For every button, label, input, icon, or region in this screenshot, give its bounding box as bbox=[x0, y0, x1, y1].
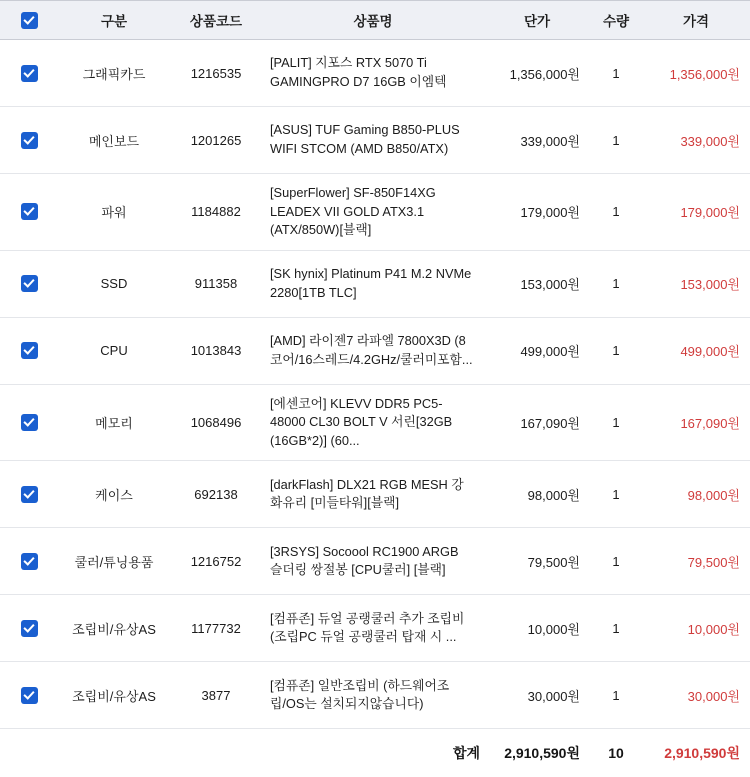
row-select-cell[interactable] bbox=[0, 662, 58, 729]
select-all-header[interactable] bbox=[0, 1, 58, 40]
row-quantity: 1 bbox=[590, 595, 642, 662]
row-checkbox[interactable] bbox=[21, 203, 38, 220]
row-category: 조립비/유상AS bbox=[58, 662, 170, 729]
row-quantity: 1 bbox=[590, 317, 642, 384]
row-select-cell[interactable] bbox=[0, 250, 58, 317]
row-unit-price: 10,000원 bbox=[484, 595, 590, 662]
row-quantity: 1 bbox=[590, 250, 642, 317]
row-price: 10,000원 bbox=[642, 595, 750, 662]
table-row[interactable] bbox=[0, 174, 750, 251]
row-product-name[interactable]: [컴퓨존] 일반조립비 (하드웨어조립/OS는 설치되지않습니다) bbox=[262, 662, 484, 729]
row-price: 167,090원 bbox=[642, 384, 750, 461]
row-price: 79,500원 bbox=[642, 528, 750, 595]
row-checkbox[interactable] bbox=[21, 275, 38, 292]
header-row bbox=[0, 1, 750, 40]
row-product-name[interactable]: [컴퓨존] 듀얼 공랭쿨러 추가 조립비(조립PC 듀얼 공랭쿨러 탑재 시 ... bbox=[262, 595, 484, 662]
row-quantity: 1 bbox=[590, 107, 642, 174]
row-product-code: 1201265 bbox=[170, 107, 262, 174]
row-select-cell[interactable] bbox=[0, 317, 58, 384]
row-product-code: 692138 bbox=[170, 461, 262, 528]
row-product-name[interactable]: [SK hynix] Platinum P41 M.2 NVMe 2280[1TB TLC] bbox=[262, 250, 484, 317]
row-unit-price: 339,000원 bbox=[484, 107, 590, 174]
header-product-code: 상품코드 bbox=[170, 1, 262, 40]
row-quantity: 1 bbox=[590, 461, 642, 528]
row-product-name[interactable]: [darkFlash] DLX21 RGB MESH 강화유리 [미들타워][블랙] bbox=[262, 461, 484, 528]
row-quantity: 1 bbox=[590, 40, 642, 107]
row-product-name[interactable]: [AMD] 라이젠7 라파엘 7800X3D (8코어/16스레드/4.2GHz/쿨러미포함... bbox=[262, 317, 484, 384]
summary-label: 합계 bbox=[0, 729, 484, 777]
row-quantity: 1 bbox=[590, 662, 642, 729]
row-select-cell[interactable] bbox=[0, 40, 58, 107]
row-price: 1,356,000원 bbox=[642, 40, 750, 107]
header-product-name: 상품명 bbox=[262, 1, 484, 40]
header-unit-price: 단가 bbox=[484, 1, 590, 40]
row-product-name[interactable]: [3RSYS] Socoool RC1900 ARGB 슬더링 쌍절봉 [CPU쿨러] [블랙] bbox=[262, 528, 484, 595]
row-price: 179,000원 bbox=[642, 174, 750, 251]
row-product-name[interactable]: [에센코어] KLEVV DDR5 PC5-48000 CL30 BOLT V 서린[32GB (16GB*2)] (60... bbox=[262, 384, 484, 461]
row-product-code: 1068496 bbox=[170, 384, 262, 461]
select-all-checkbox[interactable] bbox=[21, 12, 38, 29]
table-header bbox=[0, 1, 750, 40]
row-category: 그래픽카드 bbox=[58, 40, 170, 107]
row-product-code: 911358 bbox=[170, 250, 262, 317]
header-price: 가격 bbox=[642, 1, 750, 40]
row-unit-price: 153,000원 bbox=[484, 250, 590, 317]
row-select-cell[interactable] bbox=[0, 384, 58, 461]
table-row[interactable] bbox=[0, 595, 750, 662]
row-quantity: 1 bbox=[590, 384, 642, 461]
row-category: 케이스 bbox=[58, 461, 170, 528]
table-row[interactable] bbox=[0, 528, 750, 595]
table-footer bbox=[0, 729, 750, 777]
summary-price-total: 2,910,590원 bbox=[642, 729, 750, 777]
row-unit-price: 98,000원 bbox=[484, 461, 590, 528]
header-category: 구분 bbox=[58, 1, 170, 40]
row-price: 339,000원 bbox=[642, 107, 750, 174]
row-product-code: 1177732 bbox=[170, 595, 262, 662]
row-checkbox[interactable] bbox=[21, 342, 38, 359]
row-product-code: 3877 bbox=[170, 662, 262, 729]
row-checkbox[interactable] bbox=[21, 486, 38, 503]
row-unit-price: 1,356,000원 bbox=[484, 40, 590, 107]
row-unit-price: 79,500원 bbox=[484, 528, 590, 595]
row-category: SSD bbox=[58, 250, 170, 317]
summary-quantity-total: 10 bbox=[590, 729, 642, 777]
row-price: 153,000원 bbox=[642, 250, 750, 317]
row-product-name[interactable]: [ASUS] TUF Gaming B850-PLUS WIFI STCOM (AMD B850/ATX) bbox=[262, 107, 484, 174]
row-select-cell[interactable] bbox=[0, 107, 58, 174]
summary-unit-price-total: 2,910,590원 bbox=[484, 729, 590, 777]
table-row[interactable] bbox=[0, 317, 750, 384]
summary-row bbox=[0, 729, 750, 777]
row-select-cell[interactable] bbox=[0, 528, 58, 595]
row-unit-price: 499,000원 bbox=[484, 317, 590, 384]
row-product-code: 1184882 bbox=[170, 174, 262, 251]
row-price: 98,000원 bbox=[642, 461, 750, 528]
table-row[interactable] bbox=[0, 107, 750, 174]
row-select-cell[interactable] bbox=[0, 595, 58, 662]
row-category: 파워 bbox=[58, 174, 170, 251]
table-row[interactable] bbox=[0, 461, 750, 528]
row-product-name[interactable]: [SuperFlower] SF-850F14XG LEADEX VII GOLD ATX3.1 (ATX/850W)[블랙] bbox=[262, 174, 484, 251]
row-price: 499,000원 bbox=[642, 317, 750, 384]
row-unit-price: 30,000원 bbox=[484, 662, 590, 729]
table-row[interactable] bbox=[0, 662, 750, 729]
row-category: 메모리 bbox=[58, 384, 170, 461]
table-body bbox=[0, 40, 750, 729]
row-checkbox[interactable] bbox=[21, 687, 38, 704]
row-product-code: 1216752 bbox=[170, 528, 262, 595]
table-row[interactable] bbox=[0, 384, 750, 461]
table-row[interactable] bbox=[0, 40, 750, 107]
row-category: CPU bbox=[58, 317, 170, 384]
row-unit-price: 167,090원 bbox=[484, 384, 590, 461]
row-category: 조립비/유상AS bbox=[58, 595, 170, 662]
table-row[interactable] bbox=[0, 250, 750, 317]
row-checkbox[interactable] bbox=[21, 65, 38, 82]
row-category: 메인보드 bbox=[58, 107, 170, 174]
row-unit-price: 179,000원 bbox=[484, 174, 590, 251]
row-product-name[interactable]: [PALIT] 지포스 RTX 5070 Ti GAMINGPRO D7 16GB 이엠텍 bbox=[262, 40, 484, 107]
row-product-code: 1216535 bbox=[170, 40, 262, 107]
row-select-cell[interactable] bbox=[0, 461, 58, 528]
row-checkbox[interactable] bbox=[21, 553, 38, 570]
row-checkbox[interactable] bbox=[21, 132, 38, 149]
row-quantity: 1 bbox=[590, 174, 642, 251]
row-category: 쿨러/튜닝용품 bbox=[58, 528, 170, 595]
row-checkbox[interactable] bbox=[21, 414, 38, 431]
row-product-code: 1013843 bbox=[170, 317, 262, 384]
row-select-cell[interactable] bbox=[0, 174, 58, 251]
header-quantity: 수량 bbox=[590, 1, 642, 40]
row-price: 30,000원 bbox=[642, 662, 750, 729]
row-checkbox[interactable] bbox=[21, 620, 38, 637]
row-quantity: 1 bbox=[590, 528, 642, 595]
